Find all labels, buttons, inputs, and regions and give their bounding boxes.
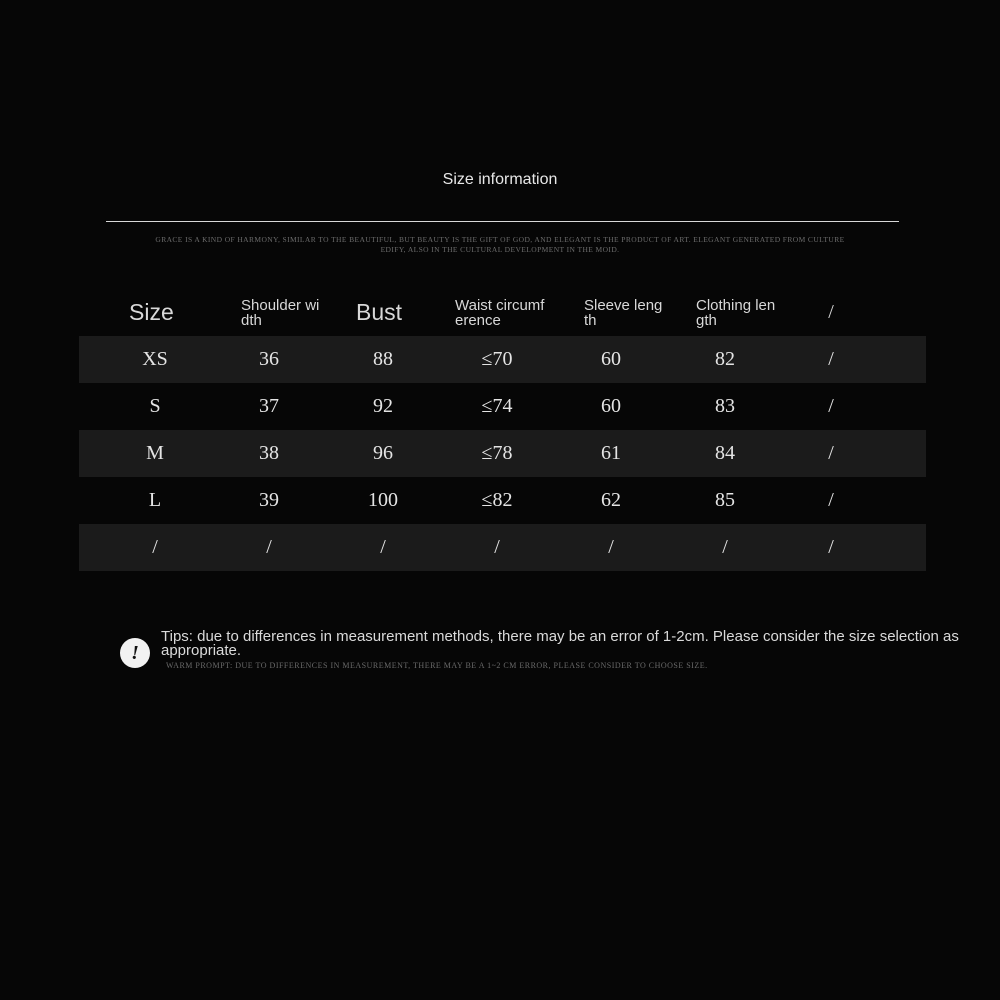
table-cell: ≤82: [481, 489, 513, 511]
table-cell: 92: [373, 395, 393, 417]
title-divider: [106, 221, 899, 222]
header-clothing-length: Clothing length: [696, 297, 776, 329]
size-table: [79, 288, 926, 571]
table-cell: /: [608, 536, 614, 558]
table-cell: 82: [715, 348, 735, 370]
table-cell: 61: [601, 442, 621, 464]
header-shoulder-width: Shoulder width: [241, 297, 320, 329]
table-cell: S: [149, 395, 161, 417]
header-bust: Bust: [356, 298, 403, 325]
table-cell: /: [828, 442, 834, 464]
table-cell: ≤74: [481, 395, 513, 417]
table-cell: L: [148, 489, 162, 511]
table-cell: M: [146, 442, 164, 464]
header-waist-circumference: Waist circumference: [455, 297, 545, 329]
header-extra: /: [828, 300, 834, 323]
motto-text: GRACE IS A KIND OF HARMONY, SIMILAR TO THE BEAUTIFUL, BUT BEAUTY IS THE GIFT OF GOD, AND ELEGANT IS THE PRODUCT OF ART. ELEGANT GENERATED FROM CULTURE EDIFY, ALSO IN THE CULTURAL DEVELOPMENT IN THE MOID.: [155, 235, 845, 254]
table-cell: /: [722, 536, 728, 558]
table-cell: 85: [715, 489, 735, 511]
table-cell: /: [152, 536, 158, 558]
table-cell: /: [828, 489, 834, 511]
table-cell: /: [266, 536, 272, 558]
table-cell: /: [380, 536, 386, 558]
table-cell: /: [828, 395, 834, 417]
table-cell: 39: [259, 489, 279, 511]
table-cell: ≤78: [481, 442, 513, 464]
table-cell: /: [828, 348, 834, 370]
table-row: [79, 383, 926, 430]
table-cell: /: [828, 536, 834, 558]
table-cell: ≤70: [481, 348, 513, 370]
table-cell: /: [494, 536, 500, 558]
tips-subtext: WARM PROMPT: DUE TO DIFFERENCES IN MEASUREMENT, THERE MAY BE A 1~2 CM ERROR, PLEASE CONSIDER TO CHOOSE SIZE.: [166, 661, 708, 670]
header-size: Size: [129, 298, 174, 325]
table-cell: 84: [715, 442, 735, 464]
tips-text: Tips: due to differences in measurement methods, there may be an error of 1-2cm. Please consider the size selection as appropriate.: [161, 628, 959, 659]
exclamation-icon: !: [120, 638, 150, 668]
table-row: [79, 524, 926, 571]
table-cell: 83: [715, 395, 735, 417]
table-cell: 60: [601, 395, 621, 417]
table-cell: 36: [259, 348, 279, 370]
table-cell: 96: [373, 442, 393, 464]
table-cell: 62: [601, 489, 621, 511]
table-cell: 88: [373, 348, 393, 370]
table-cell: 100: [368, 489, 398, 511]
table-row: [79, 430, 926, 477]
page-title: Size information: [442, 171, 558, 188]
table-row: [79, 336, 926, 383]
table-cell: XS: [142, 348, 168, 370]
header-sleeve-length: Sleeve length: [584, 297, 663, 329]
table-header-row: [79, 288, 926, 336]
table-cell: 37: [259, 395, 279, 417]
table-cell: 60: [601, 348, 621, 370]
table-cell: 38: [259, 442, 279, 464]
table-row: [79, 477, 926, 524]
